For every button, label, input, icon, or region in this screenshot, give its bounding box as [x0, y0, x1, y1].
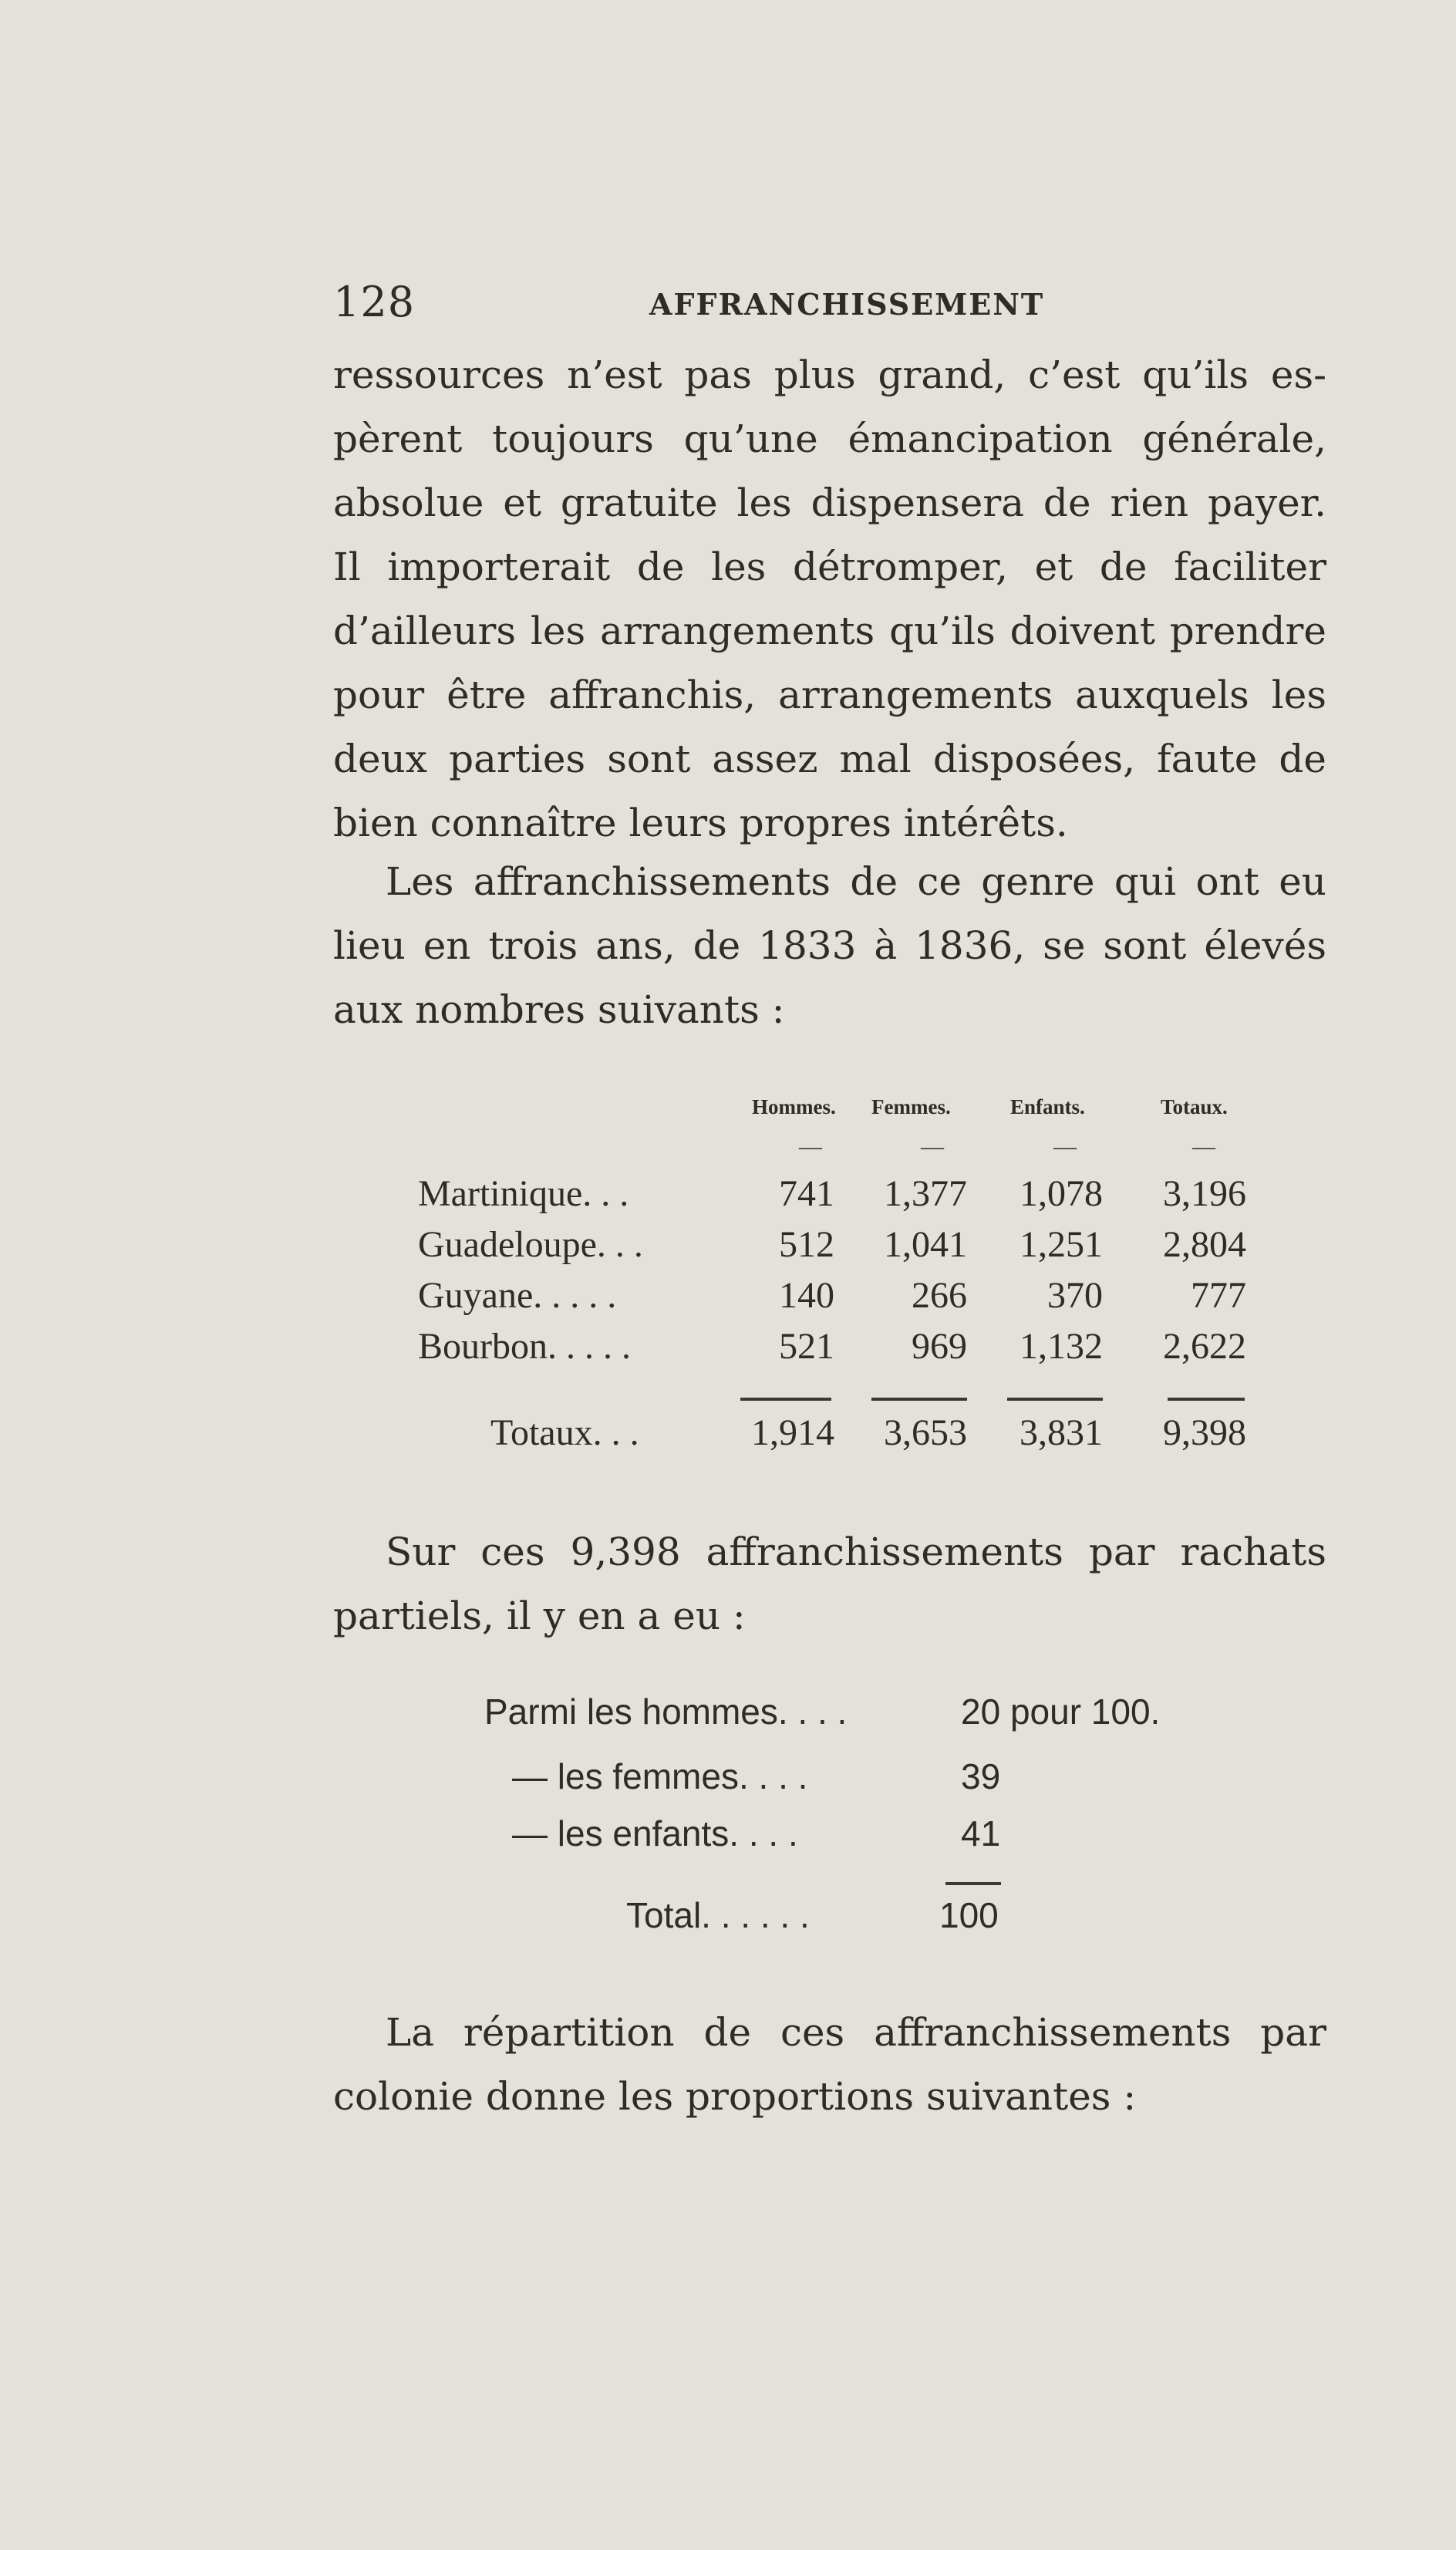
paragraph-4 — [333, 2001, 1326, 2129]
total-value: 100 — [939, 1895, 999, 1935]
cell-hommes: 521 — [779, 1326, 834, 1367]
paragraph-3 — [333, 1520, 1326, 1648]
row-label: — les femmes. . . . — [512, 1756, 808, 1796]
table-row — [0, 1274, 1246, 1325]
cell-hommes: 512 — [779, 1224, 834, 1265]
row-label: Guyane. . . . . — [418, 1275, 617, 1316]
text-line: Les affranchissements de ce genre qui ont eu — [386, 859, 1326, 904]
table-row — [0, 1756, 1456, 1810]
total-totaux: 9,398 — [1163, 1412, 1246, 1453]
header-enfants: Enfants. — [1010, 1095, 1085, 1118]
cell-femmes: 1,041 — [884, 1224, 967, 1265]
row-value: 41 — [961, 1813, 1001, 1853]
cell-femmes: 1,377 — [884, 1173, 967, 1214]
text-line: aux nombres suivants : — [333, 987, 785, 1032]
text-line: lieu en trois ans, de 1833 à 1836, se sont élevés — [333, 923, 1326, 968]
paragraph-2 — [333, 850, 1326, 1042]
table-row — [0, 1172, 1246, 1223]
paragraph-1 — [333, 343, 1326, 855]
total-hommes: 1,914 — [751, 1412, 834, 1453]
row-value: 20 pour 100. — [961, 1692, 1161, 1732]
cell-femmes: 969 — [912, 1326, 967, 1367]
running-title: AFFRANCHISSEMENT — [649, 287, 1045, 322]
text-line: deux parties sont assez mal disposées, faute de — [333, 737, 1326, 781]
text-line: bien connaître leurs propres intérêts. — [333, 801, 1068, 845]
sum-rule — [1168, 1398, 1245, 1401]
row-label: Guadeloupe. . . — [418, 1224, 643, 1265]
cell-totaux: 2,622 — [1163, 1326, 1246, 1367]
cell-enfants: 1,251 — [1020, 1224, 1103, 1265]
cell-enfants: 1,132 — [1020, 1326, 1103, 1367]
total-label: Totaux. . . — [490, 1412, 639, 1453]
total-femmes: 3,653 — [884, 1412, 967, 1453]
sum-rule — [945, 1882, 1001, 1885]
text-line: pèrent toujours qu’une émancipation générale, — [333, 417, 1326, 461]
page-number: 128 — [333, 278, 416, 326]
header-dash: — — [1192, 1134, 1215, 1159]
header-totaux: Totaux. — [1161, 1095, 1228, 1118]
header-dash: — — [799, 1134, 822, 1159]
text-line: absolue et gratuite les dispensera de rien payer. — [333, 481, 1326, 525]
row-label: Martinique. . . — [418, 1173, 629, 1214]
cell-totaux: 2,804 — [1163, 1224, 1246, 1265]
row-value: 39 — [961, 1756, 1001, 1796]
cell-enfants: 370 — [1047, 1275, 1103, 1316]
text-line: partiels, il y en a eu : — [333, 1594, 746, 1638]
header-hommes: Hommes. — [752, 1095, 836, 1118]
row-label: — les enfants. . . . — [512, 1813, 798, 1853]
sum-rule — [740, 1398, 831, 1401]
cell-femmes: 266 — [912, 1275, 967, 1316]
header-dash: — — [921, 1134, 944, 1159]
cell-totaux: 3,196 — [1163, 1173, 1246, 1214]
text-line: d’ailleurs les arrangements qu’ils doivent prendre — [333, 609, 1326, 653]
text-line: La répartition de ces affranchissements par — [386, 2010, 1326, 2055]
table-row — [0, 1813, 1456, 1867]
header-dash: — — [1053, 1134, 1077, 1159]
cell-enfants: 1,078 — [1020, 1173, 1103, 1214]
cell-hommes: 140 — [779, 1275, 834, 1316]
sum-rule — [1007, 1398, 1103, 1401]
table-total-row — [0, 1894, 1456, 1948]
cell-totaux: 777 — [1191, 1275, 1246, 1316]
text-line: colonie donne les proportions suivantes : — [333, 2074, 1137, 2119]
text-line: Sur ces 9,398 affranchissements par rachats — [386, 1530, 1326, 1574]
table-row — [0, 1223, 1246, 1274]
table-row — [0, 1691, 1456, 1745]
header-femmes: Femmes. — [871, 1095, 951, 1118]
table-total-row — [0, 1412, 1246, 1462]
table-row — [0, 1325, 1246, 1376]
sum-rule — [871, 1398, 967, 1401]
text-line: Il importerait de les détromper, et de faciliter — [333, 545, 1326, 589]
running-head — [333, 278, 1336, 324]
text-line: pour être affranchis, arrangements auxquels les — [333, 673, 1326, 717]
row-label: Parmi les hommes. . . . — [484, 1692, 848, 1732]
row-label: Bourbon. . . . . — [418, 1326, 631, 1367]
total-label: Total. . . . . . — [626, 1895, 810, 1935]
cell-hommes: 741 — [779, 1173, 834, 1214]
text-line: ressources n’est pas plus grand, c’est qu’ils es- — [333, 352, 1326, 397]
total-enfants: 3,831 — [1020, 1412, 1103, 1453]
